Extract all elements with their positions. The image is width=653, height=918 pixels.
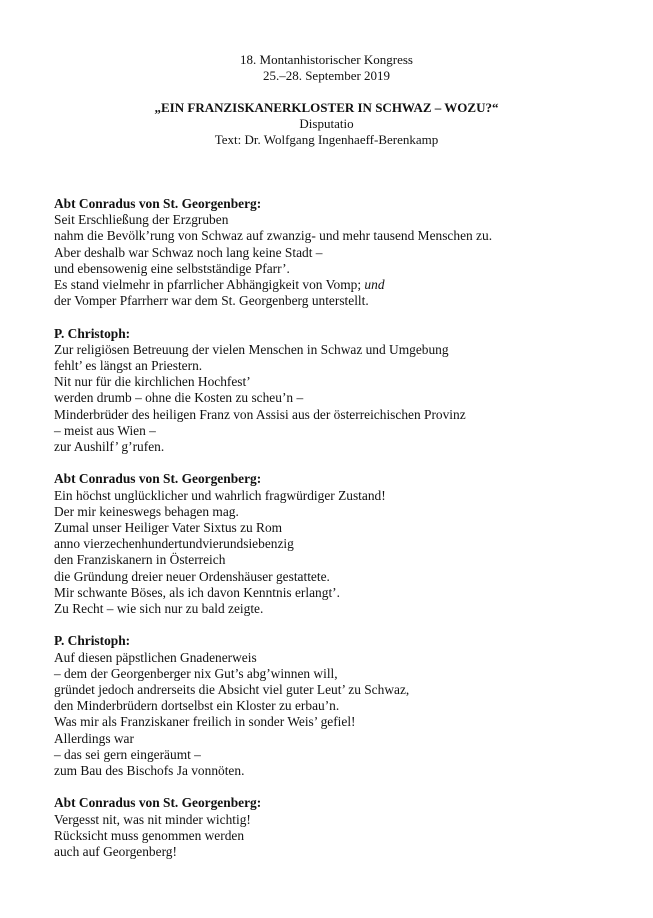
dialogue-block: [54, 471, 634, 617]
header-spacer: [0, 84, 653, 100]
dialogue-block: [54, 326, 634, 456]
speaker-name: P. Christoph:: [54, 633, 131, 649]
dialogue-line: Aber deshalb war Schwaz noch lang keine Stadt –: [54, 244, 323, 260]
dialogue-block: [54, 196, 634, 309]
dialogue-line: zum Bau des Bischofs Ja vonnöten.: [54, 763, 245, 779]
dialogue-line: – dem der Georgenberger nix Gut’s abg’winnen will,: [54, 665, 338, 681]
dialogue-line: Minderbrüder des heiligen Franz von Assisi aus der österreichischen Provinz: [54, 406, 466, 422]
dialogue-block: [54, 633, 634, 779]
dialogue-line: den Franziskanern in Österreich: [54, 552, 226, 568]
dialogue-line: Mir schwante Böses, als ich davon Kenntnis erlangt’.: [54, 584, 340, 600]
dialogue-line: nahm die Bevölk’rung von Schwaz auf zwanzig- und mehr tausend Menschen zu.: [54, 228, 493, 244]
speaker-name: Abt Conradus von St. Georgenberg:: [54, 795, 262, 811]
dialogue-line: werden drumb – ohne die Kosten zu scheu’n –: [54, 390, 304, 406]
speaker-name: P. Christoph:: [54, 325, 131, 341]
dialogue-body: [54, 196, 634, 876]
dialogue-line: gründet jedoch andrerseits die Absicht viel guter Leut’ zu Schwaz,: [54, 682, 410, 698]
dialogue-line: Auf diesen päpstlichen Gnadenerweis: [54, 649, 257, 665]
dialogue-line: und ebensowenig eine selbstständige Pfarr’.: [54, 260, 290, 276]
dialogue-line: Vergesst nit, was nit minder wichtig!: [54, 811, 251, 827]
dialogue-line: Ein höchst unglücklicher und wahrlich fragwürdiger Zustand!: [54, 487, 386, 503]
document-author: Text: Dr. Wolfgang Ingenhaeff-Berenkamp: [214, 132, 439, 147]
dialogue-line: – meist aus Wien –: [54, 422, 156, 438]
document-header: [0, 52, 653, 148]
speaker-name: Abt Conradus von St. Georgenberg:: [54, 196, 262, 211]
dialogue-line: anno vierzechenhundertundvierundsiebenzig: [54, 536, 294, 552]
dialogue-line: fehlt’ es längst an Priestern.: [54, 358, 203, 374]
dialogue-block: [54, 795, 634, 860]
dialogue-line: Zur religiösen Betreuung der vielen Menschen in Schwaz und Umgebung: [54, 341, 449, 357]
dialogue-line: Der mir keineswegs behagen mag.: [54, 503, 239, 519]
dialogue-line: Was mir als Franziskaner freilich in sonder Weis’ gefiel!: [54, 714, 356, 730]
dialogue-line: die Gründung dreier neuer Ordenshäuser gestattete.: [54, 568, 330, 584]
dialogue-line: [54, 277, 634, 293]
dialogue-line: Rücksicht muss genommen werden: [54, 827, 245, 843]
dialogue-line: der Vomper Pfarrherr war dem St. Georgenberg unterstellt.: [54, 293, 369, 309]
dialogue-line: Nit nur für die kirchlichen Hochfest’: [54, 374, 251, 390]
dialogue-line: auch auf Georgenberg!: [54, 844, 177, 860]
italic-word: und: [364, 277, 385, 293]
document-subtitle: Disputatio: [299, 116, 354, 131]
dialogue-line: Allerdings war: [54, 730, 134, 746]
congress-date: 25.–28. September 2019: [262, 68, 391, 83]
speaker-name: Abt Conradus von St. Georgenberg:: [54, 471, 262, 487]
dialogue-line: – das sei gern eingeräumt –: [54, 746, 201, 762]
dialogue-line: Zumal unser Heiliger Vater Sixtus zu Rom: [54, 520, 283, 536]
document-title: „EIN FRANZISKANERKLOSTER IN SCHWAZ – WOZU?“: [154, 100, 499, 115]
dialogue-line: Seit Erschließung der Erzgruben: [54, 212, 229, 228]
dialogue-line-text: Es stand vielmehr in pfarrlicher Abhängigkeit von Vomp;: [54, 277, 362, 293]
dialogue-line: zur Aushilf’ g’rufen.: [54, 439, 165, 455]
dialogue-line: Zu Recht – wie sich nur zu bald zeigte.: [54, 601, 264, 617]
congress-name: 18. Montanhistorischer Kongress: [240, 52, 413, 67]
dialogue-line: den Minderbrüdern dortselbst ein Kloster zu erbau’n.: [54, 698, 340, 714]
